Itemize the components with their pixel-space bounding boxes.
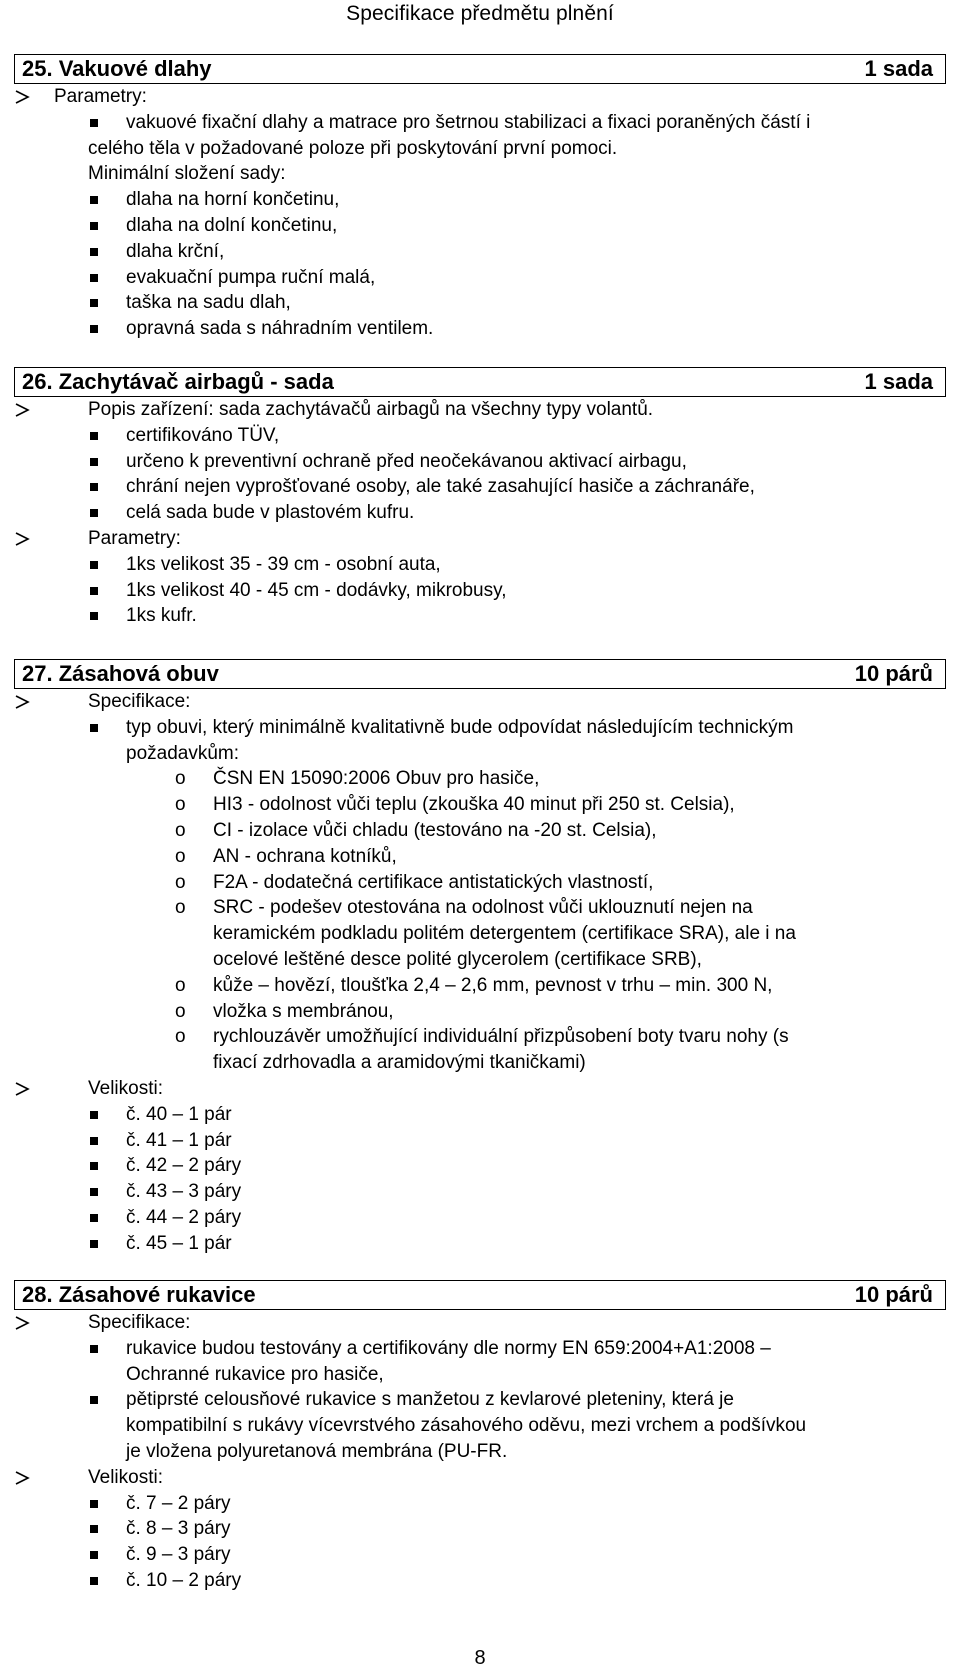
circle-bullet-icon: o <box>175 819 186 841</box>
list-item-text: požadavkům: <box>126 742 240 764</box>
list-item <box>14 578 946 604</box>
section-27 <box>14 659 946 1257</box>
sub-item <box>14 870 946 896</box>
square-bullet-icon <box>90 1240 98 1248</box>
list-item <box>14 239 946 265</box>
arrow-bullet-icon <box>14 526 38 552</box>
list-item <box>14 110 946 136</box>
list-item-text: 1ks velikost 40 - 45 cm - dodávky, mikrobusy, <box>126 579 507 601</box>
list-item-text: evakuační pumpa ruční malá, <box>126 266 376 288</box>
arrow-bullet-icon <box>14 1076 38 1102</box>
list-item <box>14 1102 946 1128</box>
circle-bullet-icon: o <box>175 871 186 893</box>
sub-item <box>14 792 946 818</box>
section-25 <box>14 54 946 342</box>
list-item <box>14 1153 946 1179</box>
section-27-title-box <box>14 659 946 689</box>
list-item <box>14 449 946 475</box>
list-item <box>14 603 946 629</box>
sizes-label: Velikosti: <box>88 1077 163 1099</box>
list-item-text: celého těla v požadované poloze při poskytování první pomoci. <box>88 137 618 159</box>
list-item-text: č. 9 – 3 páry <box>126 1544 231 1566</box>
square-bullet-icon <box>90 325 98 333</box>
square-bullet-icon <box>90 432 98 440</box>
square-bullet-icon <box>90 724 98 732</box>
list-item-text: dlaha na dolní končetinu, <box>126 214 338 236</box>
square-bullet-icon <box>90 248 98 256</box>
square-bullet-icon <box>90 483 98 491</box>
list-item-text: opravná sada s náhradním ventilem. <box>126 318 434 340</box>
list-item-continuation <box>14 741 946 767</box>
sub-item-text: AN - ochrana kotníků, <box>213 845 397 867</box>
list-item-continuation <box>14 136 946 162</box>
list-item <box>14 1128 946 1154</box>
list-item-text: taška na sadu dlah, <box>126 292 291 314</box>
spec-label: Specifikace: <box>88 691 191 712</box>
params-label: Parametry: <box>88 527 181 549</box>
page-number: 8 <box>474 1647 486 1669</box>
square-bullet-icon <box>90 561 98 569</box>
list-item <box>14 1542 946 1568</box>
sub-item <box>14 895 946 921</box>
spec-row <box>14 689 946 715</box>
list-item-text: kompatibilní s rukávy vícevrstvého zásahového oděvu, mezi vrchem a podšívkou <box>126 1415 807 1437</box>
list-item-text: č. 10 – 2 páry <box>126 1569 242 1591</box>
list-item-text: č. 42 – 2 páry <box>126 1155 242 1177</box>
section-28 <box>14 1280 946 1594</box>
sub-item <box>14 766 946 792</box>
list-item <box>14 1568 946 1594</box>
list-item-text: č. 8 – 3 páry <box>126 1518 231 1540</box>
square-bullet-icon <box>90 458 98 466</box>
list-item-text: č. 44 – 2 páry <box>126 1206 242 1228</box>
list-item <box>14 1491 946 1517</box>
list-item <box>14 1231 946 1257</box>
list-item <box>14 552 946 578</box>
list-item <box>14 1336 946 1362</box>
section-28-title-box <box>14 1280 946 1310</box>
square-bullet-icon <box>90 299 98 307</box>
arrow-bullet-icon <box>14 1465 38 1491</box>
list-item <box>14 316 946 342</box>
list-item-text: chrání nejen vyprošťované osoby, ale také zasahující hasiče a záchranáře, <box>126 476 755 498</box>
list-item-text: dlaha na horní končetinu, <box>126 189 340 211</box>
section-26-title-box <box>14 367 946 397</box>
section-title: 28. Zásahové rukavice <box>22 1282 256 1307</box>
list-item-text: č. 40 – 1 pár <box>126 1103 232 1125</box>
list-item-continuation <box>14 1413 946 1439</box>
square-bullet-icon <box>90 612 98 620</box>
sub-item-text: SRC - podešev otestována na odolnost vůči uklouznutí nejen na <box>213 897 753 919</box>
arrow-bullet-icon <box>14 1310 38 1336</box>
sizes-row <box>14 1465 946 1491</box>
list-item-text: vakuové fixační dlahy a matrace pro šetrnou stabilizaci a fixaci poraněných částí i <box>126 111 811 133</box>
sub-item-text: ocelové leštěné desce polité glycerolem (certifikace SRB), <box>213 948 702 970</box>
list-item-text: dlaha krční, <box>126 240 225 262</box>
desc-row <box>14 397 946 423</box>
section-quantity: 10 párů <box>854 661 933 686</box>
description-text: Popis zařízení: sada zachytávačů airbagů na všechny typy volantů. <box>88 399 654 420</box>
circle-bullet-icon: o <box>175 897 186 919</box>
sub-item-text: rychlouzávěr umožňující individuální přizpůsobení boty tvaru nohy (s <box>213 1026 789 1048</box>
section-26 <box>14 367 946 629</box>
arrow-bullet-icon <box>14 84 38 110</box>
square-bullet-icon <box>90 1137 98 1145</box>
section-25-title-box <box>14 54 946 84</box>
list-item <box>14 1179 946 1205</box>
section-quantity: 1 sada <box>864 369 933 394</box>
list-item <box>14 290 946 316</box>
list-item-continuation <box>14 1362 946 1388</box>
list-item-text: určeno k preventivní ochraně před neočekávanou aktivací airbagu, <box>126 450 687 472</box>
circle-bullet-icon: o <box>175 794 186 816</box>
min-label: Minimální složení sady: <box>88 163 286 185</box>
list-item <box>14 1387 946 1413</box>
circle-bullet-icon: o <box>175 1000 186 1022</box>
list-item-text: je vložena polyuretanová membrána (PU-FR. <box>126 1440 508 1462</box>
sub-item-text: HI3 - odolnost vůči teplu (zkouška 40 minut při 250 st. Celsia), <box>213 794 735 816</box>
sub-item-continuation <box>14 921 946 947</box>
square-bullet-icon <box>90 1214 98 1222</box>
list-item-text: certifikováno TÜV, <box>126 424 280 446</box>
sub-item-text: kůže – hovězí, tloušťka 2,4 – 2,6 mm, pevnost v trhu – min. 300 N, <box>213 974 773 996</box>
square-bullet-icon <box>90 1577 98 1585</box>
list-item <box>14 715 946 741</box>
section-quantity: 1 sada <box>864 56 933 81</box>
square-bullet-icon <box>90 222 98 230</box>
sub-item-text: fixací zdrhovadla a aramidovými tkaničkami) <box>213 1052 586 1074</box>
list-item <box>14 187 946 213</box>
square-bullet-icon <box>90 1188 98 1196</box>
list-item-text: č. 41 – 1 pár <box>126 1129 232 1151</box>
sub-item <box>14 844 946 870</box>
section-quantity: 10 párů <box>854 1282 933 1307</box>
square-bullet-icon <box>90 1345 98 1353</box>
sub-item-text: vložka s membránou, <box>213 1000 394 1022</box>
list-item-text: č. 45 – 1 pár <box>126 1232 232 1254</box>
list-item <box>14 265 946 291</box>
list-item-continuation <box>14 1439 946 1465</box>
section-title: 27. Zásahová obuv <box>22 661 219 686</box>
list-item-text: 1ks velikost 35 - 39 cm - osobní auta, <box>126 553 441 575</box>
square-bullet-icon <box>90 587 98 595</box>
list-item-text: typ obuvi, který minimálně kvalitativně bude odpovídat následujícím technickým <box>126 716 794 738</box>
params-label: Parametry: <box>54 86 147 107</box>
sub-item <box>14 818 946 844</box>
square-bullet-icon <box>90 1162 98 1170</box>
page-header: Specifikace předmětu plnění <box>346 2 614 25</box>
list-item <box>14 500 946 526</box>
circle-bullet-icon: o <box>175 974 186 996</box>
square-bullet-icon <box>90 1551 98 1559</box>
sub-item-text: keramickém podkladu politém detergentem (certifikace SRA), ale i na <box>213 923 796 945</box>
list-item <box>14 474 946 500</box>
min-label-row <box>14 161 946 187</box>
square-bullet-icon <box>90 1396 98 1404</box>
list-item-text: č. 43 – 3 páry <box>126 1181 242 1203</box>
spec-label: Specifikace: <box>88 1312 191 1333</box>
sub-item <box>14 1024 946 1050</box>
list-item <box>14 1205 946 1231</box>
spec-row <box>14 1310 946 1336</box>
list-item <box>14 213 946 239</box>
square-bullet-icon <box>90 1525 98 1533</box>
square-bullet-icon <box>90 1111 98 1119</box>
square-bullet-icon <box>90 274 98 282</box>
sizes-row <box>14 1076 946 1102</box>
list-item-text: Ochranné rukavice pro hasiče, <box>126 1363 384 1385</box>
sub-item <box>14 999 946 1025</box>
square-bullet-icon <box>90 119 98 127</box>
list-item-text: 1ks kufr. <box>126 605 197 627</box>
arrow-bullet-icon <box>14 397 38 423</box>
section-title: 25. Vakuové dlahy <box>22 56 212 81</box>
sub-item-continuation <box>14 1050 946 1076</box>
sub-item <box>14 973 946 999</box>
list-item <box>14 1516 946 1542</box>
params-row <box>14 526 946 552</box>
list-item-text: č. 7 – 2 páry <box>126 1492 231 1514</box>
list-item-text: celá sada bude v plastovém kufru. <box>126 502 415 524</box>
sub-item-text: F2A - dodatečná certifikace antistatických vlastností, <box>213 871 654 893</box>
list-item-text: rukavice budou testovány a certifikovány dle normy EN 659:2004+A1:2008 – <box>126 1337 771 1359</box>
sub-item-continuation <box>14 947 946 973</box>
arrow-bullet-icon <box>14 689 38 715</box>
list-item-text: pětiprsté celousňové rukavice s manžetou z kevlarové pleteniny, která je <box>126 1389 734 1411</box>
params-row <box>14 84 946 110</box>
section-title: 26. Zachytávač airbagů - sada <box>22 369 334 394</box>
circle-bullet-icon: o <box>175 845 186 867</box>
square-bullet-icon <box>90 509 98 517</box>
sizes-label: Velikosti: <box>88 1466 163 1488</box>
sub-item-text: CI - izolace vůči chladu (testováno na -20 st. Celsia), <box>213 819 657 841</box>
circle-bullet-icon: o <box>175 1026 186 1048</box>
sub-item-text: ČSN EN 15090:2006 Obuv pro hasiče, <box>213 768 540 790</box>
circle-bullet-icon: o <box>175 768 186 790</box>
square-bullet-icon <box>90 196 98 204</box>
square-bullet-icon <box>90 1500 98 1508</box>
list-item <box>14 423 946 449</box>
